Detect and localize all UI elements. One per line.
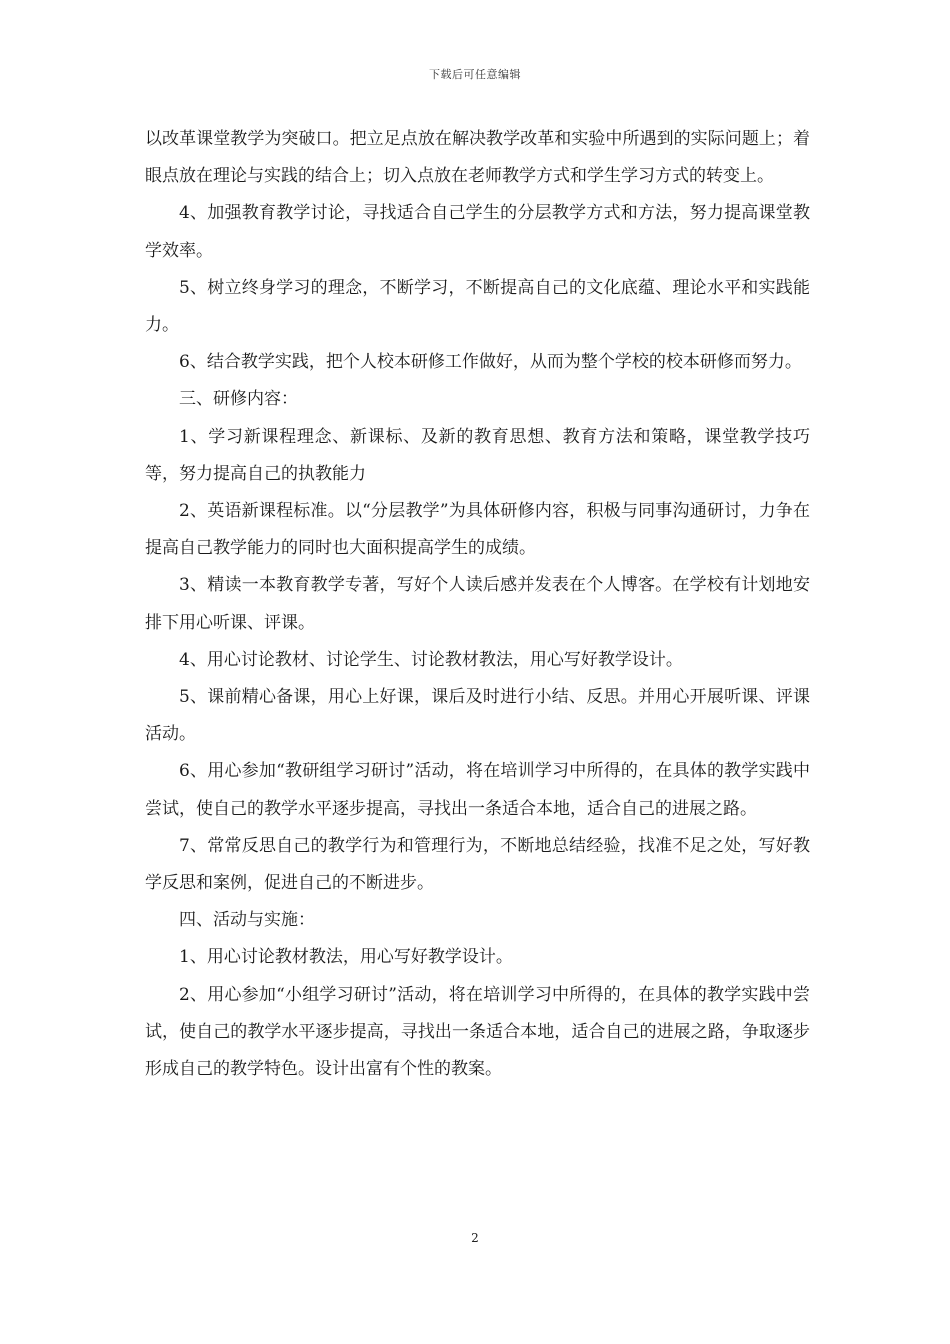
- paragraph-activity-2: 2、用心参加“小组学习研讨”活动，将在培训学习中所得的，在具体的教学实践中尝试，使自己的教学水平逐步提高，寻找出一条适合本地，适合自己的进展之路，争取逐步形成自己的教学特色。设计出富有个性的教案。: [145, 984, 810, 1080]
- paragraph-activity-1: 1、用心讨论教材教法，用心写好教学设计。: [179, 947, 513, 968]
- paragraph-content-3: 3、精读一本教育教学专著，写好个人读后感并发表在个人博客。在学校有计划地安排下用心听课、评课。: [145, 575, 810, 633]
- paragraph-content-2: 2、英语新课程标准。以“分层教学”为具体研修内容，积极与同事沟通研讨，力争在提高自己教学能力的同时也大面积提高学生的成绩。: [145, 501, 810, 559]
- paragraph-content-7: 7、常常反思自己的教学行为和管理行为，不断地总结经验，找准不足之处，写好教学反思和案例，促进自己的不断进步。: [145, 835, 810, 894]
- page-header: 下载后可任意编辑: [429, 68, 521, 81]
- paragraph-content-4: 4、用心讨论教材、讨论学生、讨论教材教法，用心写好教学设计。: [179, 649, 683, 670]
- paragraph-item-4: 4、加强教育教学讨论，寻找适合自己学生的分层教学方式和方法，努力提高课堂教学效率。: [145, 203, 810, 261]
- paragraph-item-6: 6、结合教学实践，把个人校本研修工作做好，从而为整个学校的校本研修而努力。: [179, 352, 802, 373]
- paragraph-content-5: 5、课前精心备课，用心上好课，课后及时进行小结、反思。并用心开展听课、评课活动。: [145, 687, 810, 745]
- paragraph-content-1: 1、学习新课程理念、新课标、及新的教育思想、教育方法和策略，课堂教学技巧等，努力提高自己的执教能力: [145, 426, 810, 484]
- paragraph-continuation: 以改革课堂教学为突破口。把立足点放在解决教学改革和实验中所遇到的实际问题上；着眼点放在理论与实践的结合上；切入点放在老师教学方式和学生学习方式的转变上。: [145, 129, 810, 187]
- document-body: [145, 121, 810, 1088]
- section-heading-research-content: 三、研修内容：: [179, 389, 298, 410]
- paragraph-content-6: 6、用心参加“教研组学习研讨”活动，将在培训学习中所得的，在具体的教学实践中尝试，使自己的教学水平逐步提高，寻找出一条适合本地，适合自己的进展之路。: [145, 761, 810, 819]
- paragraph-item-5: 5、树立终身学习的理念，不断学习，不断提高自己的文化底蕴、理论水平和实践能力。: [145, 277, 810, 336]
- page-number: 2: [471, 1231, 479, 1245]
- section-heading-activities: 四、活动与实施：: [179, 910, 315, 931]
